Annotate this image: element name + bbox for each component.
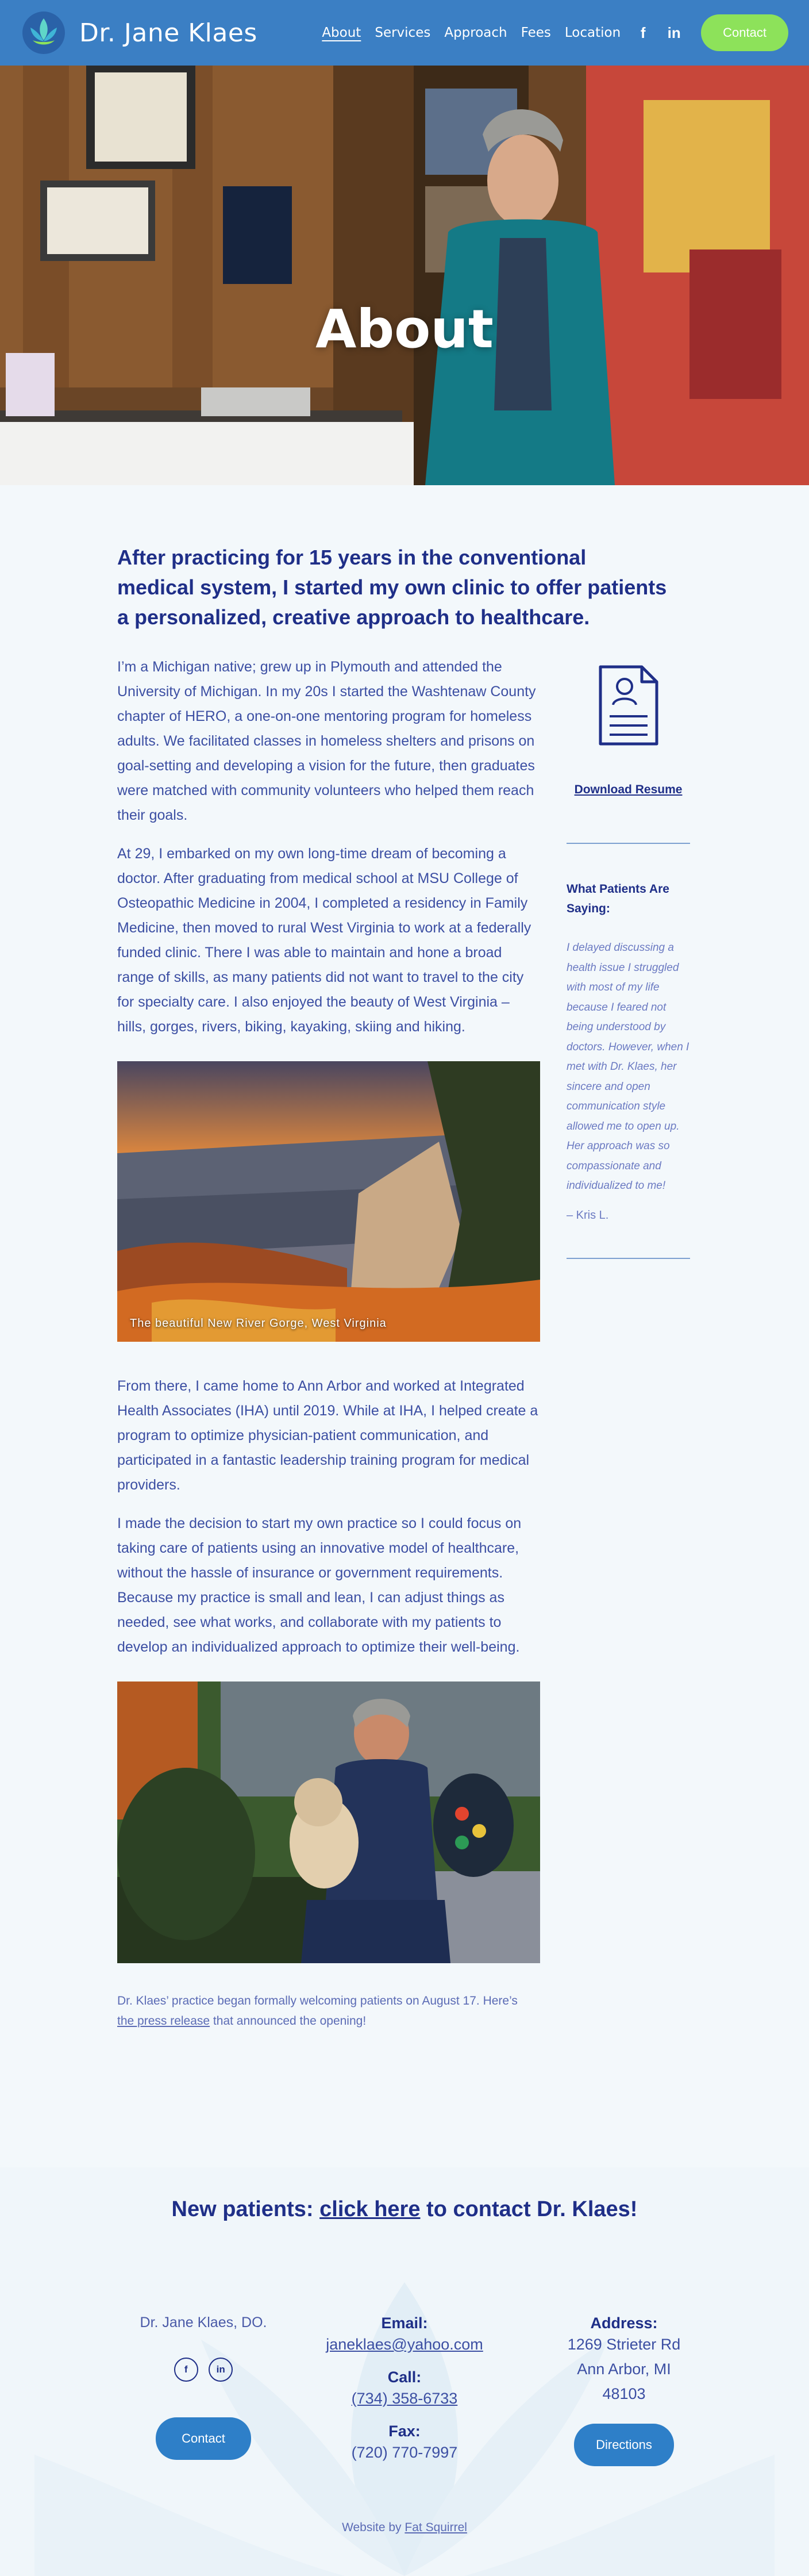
footer-column-name [103,2314,303,2460]
sidebar-divider-top [567,843,690,844]
footer-contact-button[interactable]: Contact [156,2417,251,2460]
address-line-3: 48103 [602,2385,646,2402]
hero-photo [0,66,809,485]
nav-location[interactable]: Location [564,25,621,40]
bio-paragraph-1: I’m a Michigan native; grew up in Plymouth and attended the University of Michigan. In my 20s I started the Washtenaw County chapter of HERO, a one-on-one mentoring program for homeless adults. We facilitated classes in homeless shelters and prisons on goal-setting and developing a vision for the future, then graduates were matched with community volunteers who helped them reach their goals. [117,659,536,823]
lotus-icon[interactable] [21,10,67,56]
address-line-2: Ann Arbor, MI [577,2360,671,2378]
gorge-image [117,1061,540,1342]
footer-name: Dr. Jane Klaes, DO. [140,2314,267,2331]
photo-caption: The beautiful New River Gorge, West Virginia [130,1317,387,1330]
portrait-image [117,1681,540,1963]
bio-column [117,655,540,2031]
fax-number: (720) 770-7997 [351,2444,458,2461]
press-note-end: that announced the opening! [210,2014,367,2028]
email-link[interactable]: janeklaes@yahoo.com [326,2336,483,2353]
nav-services[interactable]: Services [375,25,431,40]
brand-name[interactable]: Dr. Jane Klaes [79,18,257,48]
header-contact-button[interactable]: Contact [701,14,788,51]
resume-document-icon[interactable] [597,663,660,747]
site-header [0,0,809,66]
about-content [0,485,809,2167]
email-label: Email: [381,2314,428,2332]
page-title: About [315,298,494,360]
main-nav [322,14,788,51]
press-note [117,1991,540,2031]
gorge-photo [117,1061,540,1342]
address-label-text: Address [590,2314,653,2332]
nav-about[interactable]: About [322,25,361,40]
download-resume-link[interactable]: Download Resume [574,783,683,796]
new-patients-cta [0,2197,809,2222]
call-label-text: Call [387,2368,417,2386]
testimonial-quote: I delayed discussing a health issue I struggled with most of my life because I feared not being understood by doctors. However, when I met with Dr. Klaes, her sincere and open communication style allowed me to open up. Her approach was so compassionate and individualized to me! [567,942,689,1192]
bio-paragraph-4: I made the decision to start my own practice so I could focus on taking care of patients using an innovative model of healthcare, without the hassle of insurance or government requirements. Because my practice is small and lean, I can adjust things as needed, see what works, and collaborate with my patients to develop an individualized approach to optimize their well-being. [117,1515,522,1655]
footer-facebook-icon[interactable]: f [174,2358,198,2382]
site-footer [0,2167,809,2576]
linkedin-icon[interactable]: in [667,24,681,41]
nav-approach[interactable]: Approach [444,25,507,40]
phone-link[interactable]: (734) 358-6733 [351,2390,458,2407]
footer-linkedin-icon[interactable]: in [209,2358,233,2382]
cta-text-end: to contact Dr. Klaes! [420,2197,638,2221]
fax-label: Fax: [388,2423,421,2440]
fax-label-text: Fax [388,2423,415,2440]
call-label: Call: [387,2368,422,2386]
footer-contact-row [103,2417,303,2460]
portrait-photo [117,1681,540,1963]
hero-banner [0,66,809,485]
nav-fees[interactable]: Fees [521,25,551,40]
site-credit [0,2521,809,2535]
bio-paragraph-2: At 29, I embarked on my own long-time dream of becoming a doctor. After graduating from medical school at MSU College of Osteopathic Medicine in 2004, I completed a residency in Family Medicine, then moved to rural West Virginia to work at a federally funded clinic. There I was able to maintain and hone a broad range of skills, as many patients did not want to travel to the city for specialty care. I also enjoyed the beauty of West Virginia – hills, gorges, rivers, biking, kayaking, skiing and hiking. [117,846,531,1035]
footer-column-contact [303,2314,506,2465]
testimonial-author: – Kris L. [567,1208,609,1222]
address-label: Address: [590,2314,658,2332]
bio-paragraph-3: From there, I came home to Ann Arbor and worked at Integrated Health Associates (IHA) until 2019. While at IHA, I helped create a program to optimize physician-patient communication, and participated in a fantastic leadership training program for medical providers. [117,1378,538,1493]
sidebar-divider-bottom [567,1258,690,1259]
directions-button[interactable]: Directions [574,2424,674,2466]
press-note-text: Dr. Klaes’ practice began formally welcoming patients on August 17. Here’s [117,1994,518,2007]
cta-text-start: New patients: [171,2197,320,2221]
press-release-link[interactable]: the press release [117,2014,210,2028]
credit-link[interactable]: Fat Squirrel [404,2521,467,2534]
intro-heading: After practicing for 15 years in the conventional medical system, I started my own clinic to offer patients a personalized, creative approach to healthcare. [117,546,667,629]
address-line-1: 1269 Strieter Rd [567,2336,681,2353]
sidebar [567,663,690,1259]
footer-column-address [538,2314,710,2466]
credit-text: Website by [342,2521,405,2534]
click-here-link[interactable]: click here [319,2197,421,2221]
directions-row [538,2424,710,2466]
testimonial-heading: What Patients Are Saying: [567,882,669,915]
footer-social-row [103,2358,303,2382]
email-label-text: Email [381,2314,423,2332]
facebook-icon[interactable]: f [640,24,646,41]
